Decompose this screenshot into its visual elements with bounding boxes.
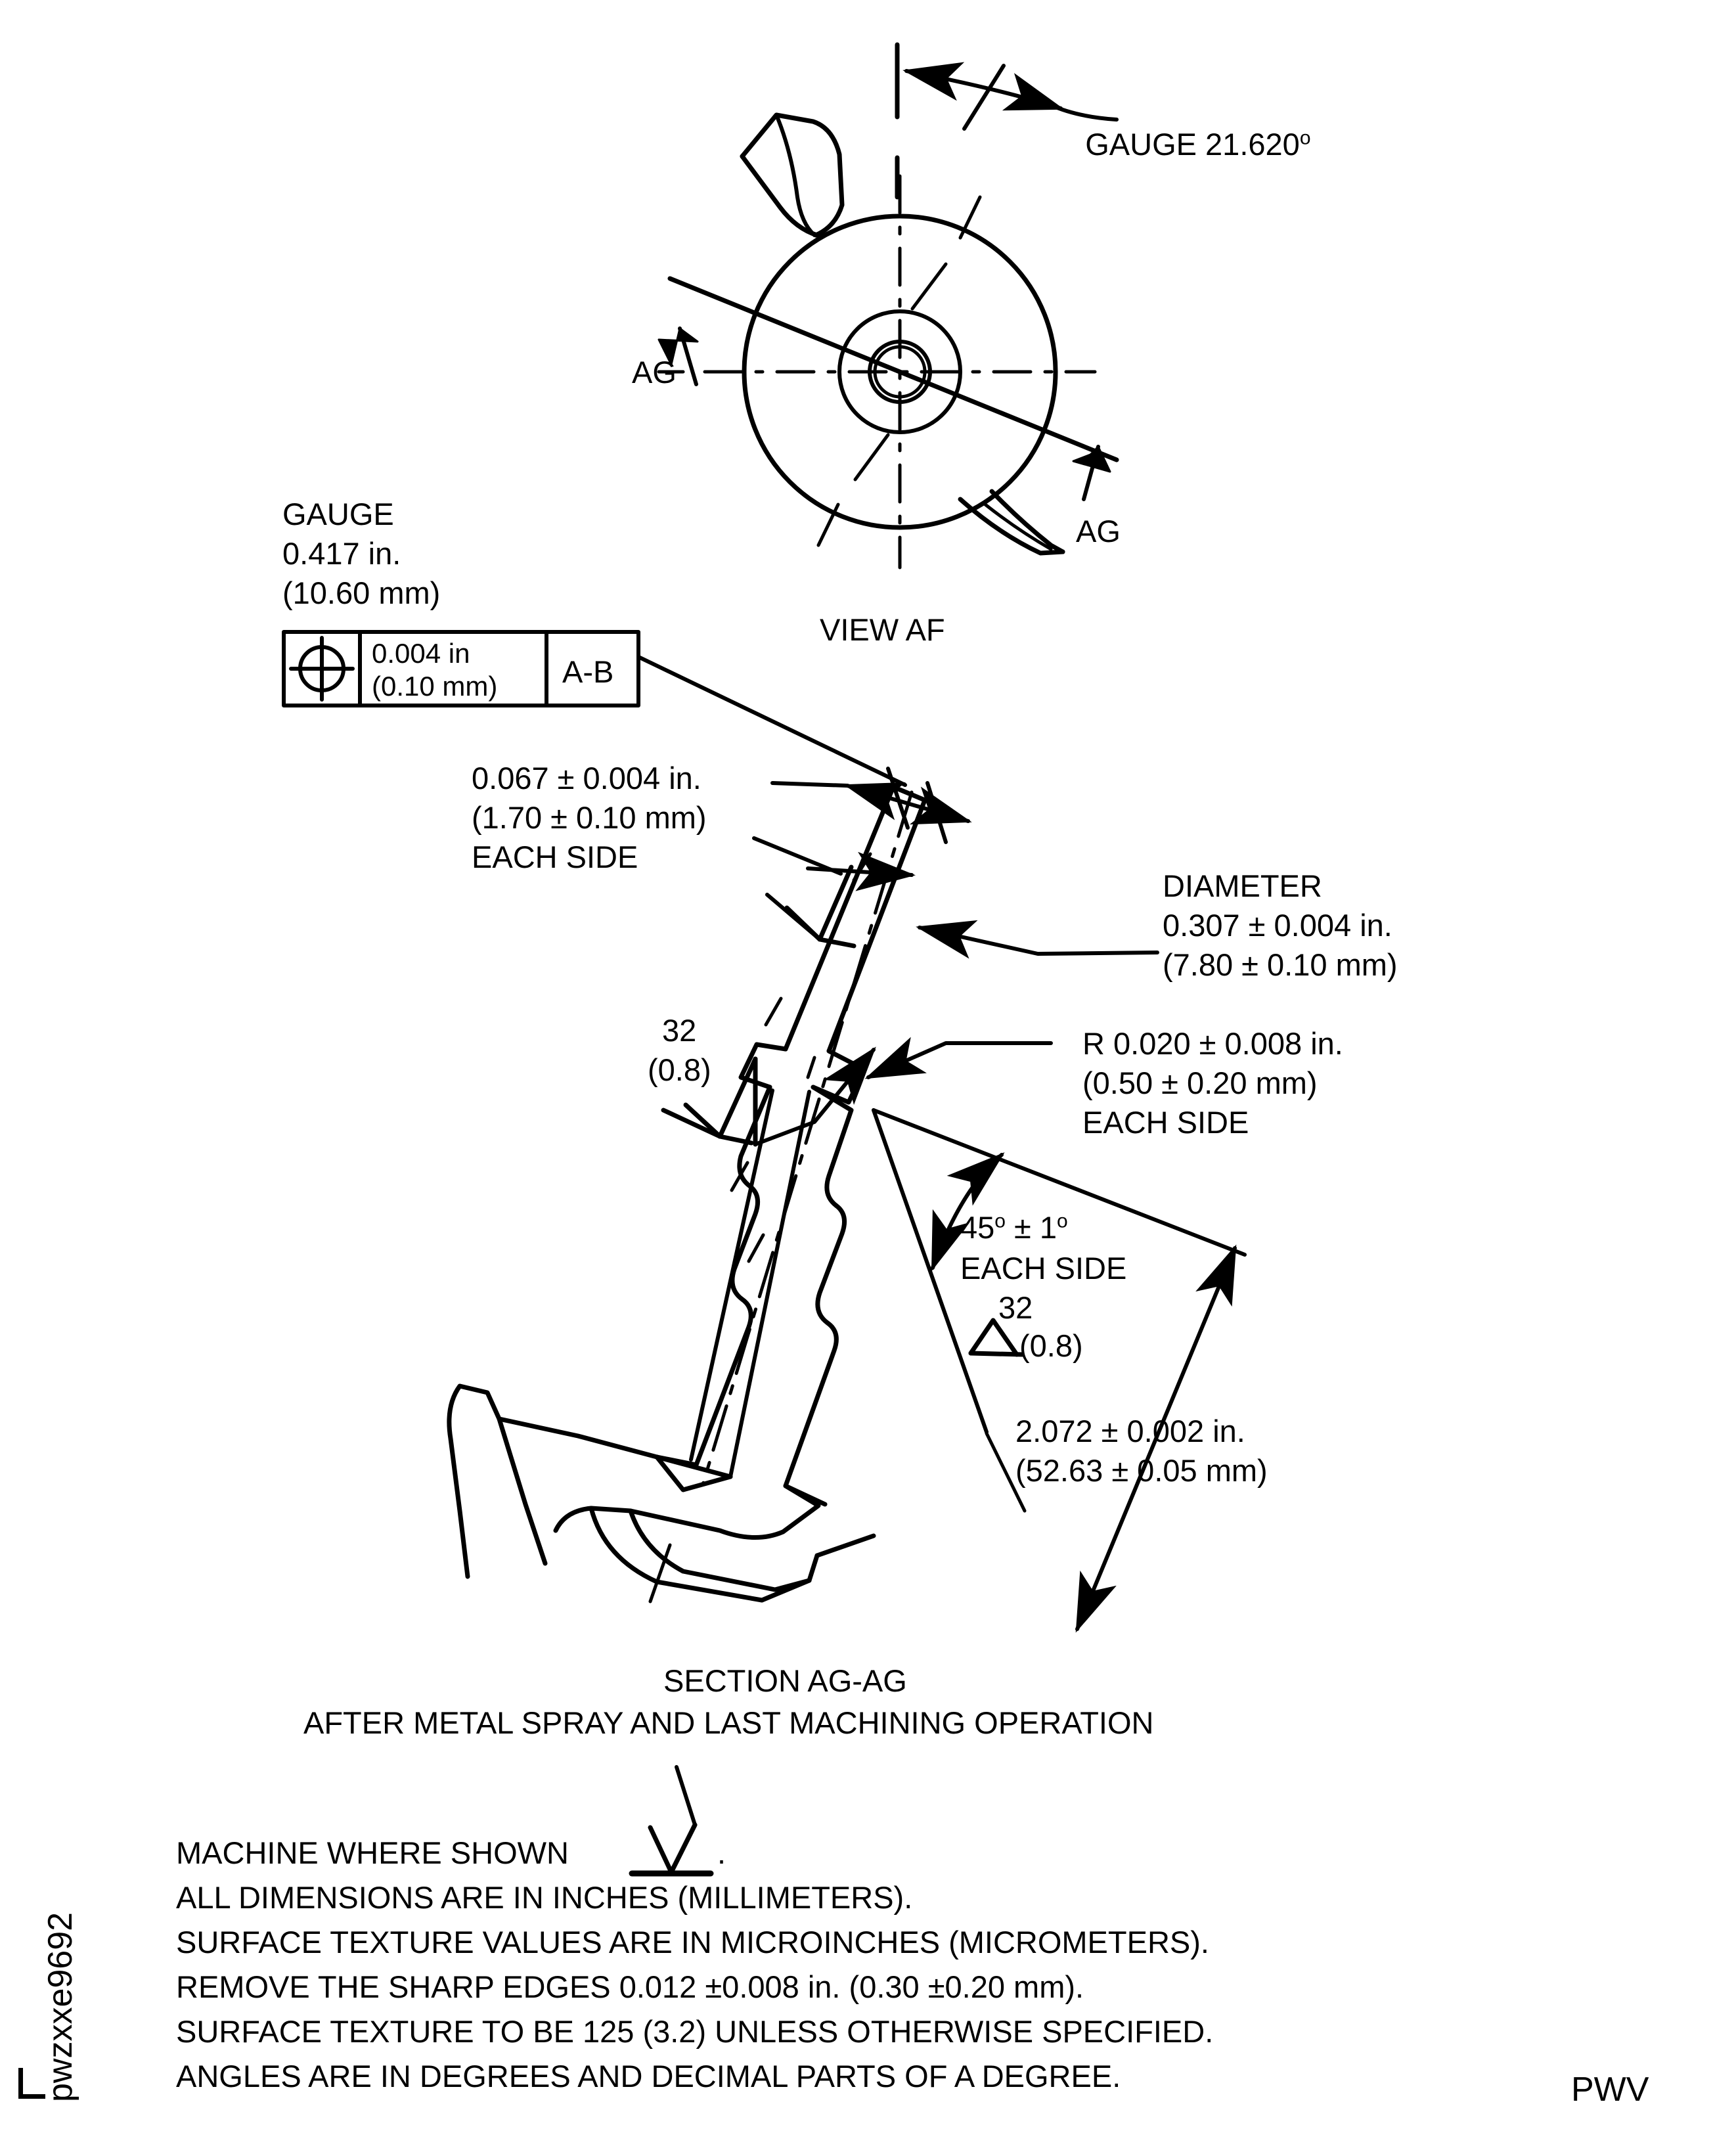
angle-dim-note: EACH SIDE xyxy=(960,1251,1127,1286)
length-dim-line1: 2.072 ± 0.002 in. xyxy=(1015,1414,1245,1448)
note-line-1-suffix: . xyxy=(717,1835,726,1870)
machine-where-shown-symbol xyxy=(632,1767,711,1873)
note-line-2: ALL DIMENSIONS ARE IN INCHES (MILLIMETERS). xyxy=(176,1880,913,1915)
degree-symbol-angle: o xyxy=(994,1210,1006,1232)
radius-dim-line1: R 0.020 ± 0.008 in. xyxy=(1082,1026,1343,1061)
radius-leader xyxy=(868,1043,1051,1077)
degree-symbol: o xyxy=(1299,127,1311,149)
thickness-dim-line1: 0.067 ± 0.004 in. xyxy=(472,761,701,795)
note-line-6: ANGLES ARE IN DEGREES AND DECIMAL PARTS OF A DEGREE. xyxy=(176,2059,1121,2094)
fcf-tolerance-mm: (0.10 mm) xyxy=(372,671,498,702)
section-arrow-label-right: AG xyxy=(1076,514,1121,549)
note-line-4: REMOVE THE SHARP EDGES 0.012 ±0.008 in. (0.30 ±0.20 mm). xyxy=(176,1969,1084,2004)
gauge-callout-line2: 0.417 in. xyxy=(282,536,401,571)
sheet-watermark-code: pwzxxe9692 xyxy=(41,1912,79,2102)
thickness-dimension xyxy=(754,769,968,875)
diameter-dim-line1: DIAMETER xyxy=(1163,868,1322,903)
section-part-outline xyxy=(449,787,925,1601)
view-af-geometry xyxy=(659,115,1117,568)
view-af-title: VIEW AF xyxy=(820,612,945,647)
corner-bracket-mark xyxy=(18,2068,45,2099)
radius-dim-line3: EACH SIDE xyxy=(1082,1105,1249,1140)
section-title: SECTION AG-AG xyxy=(663,1663,907,1698)
surface-texture-right-metric: (0.8) xyxy=(1019,1328,1083,1363)
length-dim-line2: (52.63 ± 0.05 mm) xyxy=(1015,1453,1268,1488)
section-subtitle: AFTER METAL SPRAY AND LAST MACHINING OPERATION xyxy=(303,1705,1154,1740)
radius-dim-line2: (0.50 ± 0.20 mm) xyxy=(1082,1065,1318,1100)
section-arrow-label-left: AG xyxy=(632,355,677,390)
thickness-dim-line3: EACH SIDE xyxy=(472,840,638,874)
gauge-angle-label: GAUGE 21.620$^o$ xyxy=(1085,127,1311,162)
fcf-datum: A-B xyxy=(562,654,614,689)
diameter-dim-line3: (7.80 ± 0.10 mm) xyxy=(1163,947,1398,982)
note-line-1: MACHINE WHERE SHOWN xyxy=(176,1835,569,1870)
degree-symbol-angle-tol: o xyxy=(1057,1210,1068,1232)
sheet-corner-tag: PWV xyxy=(1571,2071,1649,2109)
surface-texture-left-metric: (0.8) xyxy=(648,1052,711,1087)
note-line-5: SURFACE TEXTURE TO BE 125 (3.2) UNLESS OTHERWISE SPECIFIED. xyxy=(176,2014,1214,2049)
gauge-callout-line1: GAUGE xyxy=(282,497,394,531)
note-line-3: SURFACE TEXTURE VALUES ARE IN MICROINCHES (MICROMETERS). xyxy=(176,1925,1209,1960)
surface-texture-left-value: 32 xyxy=(662,1013,697,1048)
diameter-leader xyxy=(920,928,1157,954)
surface-texture-right-value: 32 xyxy=(998,1290,1033,1325)
thickness-dim-line2: (1.70 ± 0.10 mm) xyxy=(472,800,707,835)
fcf-tolerance-inch: 0.004 in xyxy=(372,638,470,669)
diameter-dim-line2: 0.307 ± 0.004 in. xyxy=(1163,908,1392,943)
gauge-callout-line3: (10.60 mm) xyxy=(282,575,441,610)
angle-dim-value: $45^o \pm 1^o$ xyxy=(960,1210,1068,1245)
